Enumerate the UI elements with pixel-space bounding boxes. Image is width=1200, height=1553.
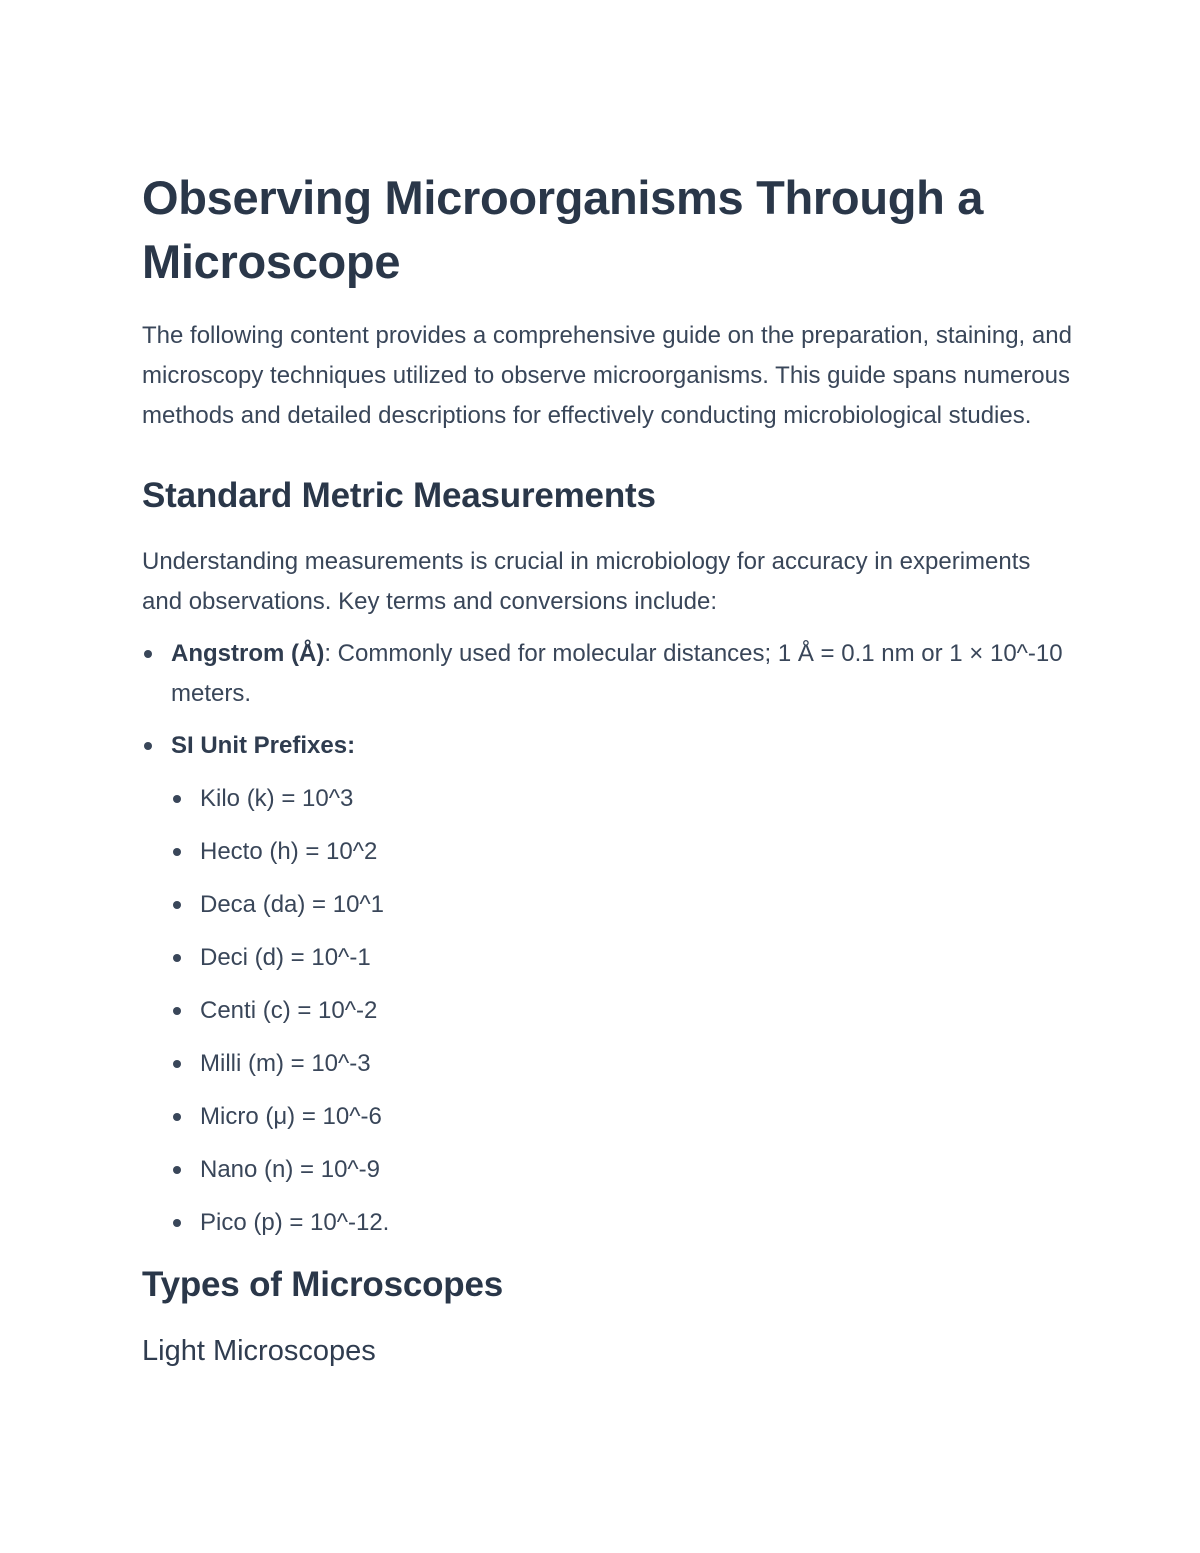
si-prefix-list	[171, 779, 1072, 1243]
list-item: Milli (m) = 10^-3	[171, 1044, 1072, 1084]
bullet-icon	[173, 901, 181, 909]
list-item: Deci (d) = 10^-1	[171, 938, 1072, 978]
metric-list	[142, 634, 1072, 1243]
bullet-icon	[173, 795, 181, 803]
list-item: Hecto (h) = 10^2	[171, 832, 1072, 872]
types-section-heading: Types of Microscopes	[142, 1265, 504, 1304]
bullet-icon	[173, 1219, 181, 1227]
bullet-icon	[173, 954, 181, 962]
list-item: Nano (n) = 10^-9	[171, 1150, 1072, 1190]
list-item: Pico (p) = 10^-12.	[171, 1203, 1072, 1243]
document-page	[142, 166, 1072, 1369]
metric-section-paragraph: Understanding measurements is crucial in microbiology for accuracy in experiments and observations. Key terms and conversions include:	[142, 548, 1031, 615]
list-item: Deca (da) = 10^1	[171, 885, 1072, 925]
list-item: Centi (c) = 10^-2	[171, 991, 1072, 1031]
angstrom-label: Angstrom (Å)	[171, 640, 325, 667]
page-title: Observing Microorganisms Through a Microscope	[142, 171, 984, 288]
bullet-icon	[173, 1007, 181, 1015]
angstrom-text: : Commonly used for molecular distances; 1 Å = 0.1 nm or 1 × 10^-10 meters.	[171, 640, 1063, 707]
bullet-icon	[173, 1166, 181, 1174]
bullet-icon	[144, 742, 152, 750]
bullet-icon	[173, 1113, 181, 1121]
bullet-icon	[173, 1060, 181, 1068]
list-item: Kilo (k) = 10^3	[171, 779, 1072, 819]
list-item: Micro (μ) = 10^-6	[171, 1097, 1072, 1137]
intro-paragraph: The following content provides a comprehensive guide on the preparation, staining, and microscopy techniques utilized to observe microorganisms. This guide spans numerous methods and detailed descriptions for effectively conducting microbiological studies.	[142, 322, 1072, 429]
bullet-icon	[173, 848, 181, 856]
si-prefixes-label: SI Unit Prefixes:	[171, 732, 356, 759]
light-microscopes-subheading: Light Microscopes	[142, 1335, 376, 1367]
metric-section-heading: Standard Metric Measurements	[142, 476, 656, 515]
list-item-angstrom	[142, 634, 1072, 714]
list-item-si-prefixes	[142, 726, 1072, 1243]
bullet-icon	[144, 650, 152, 658]
